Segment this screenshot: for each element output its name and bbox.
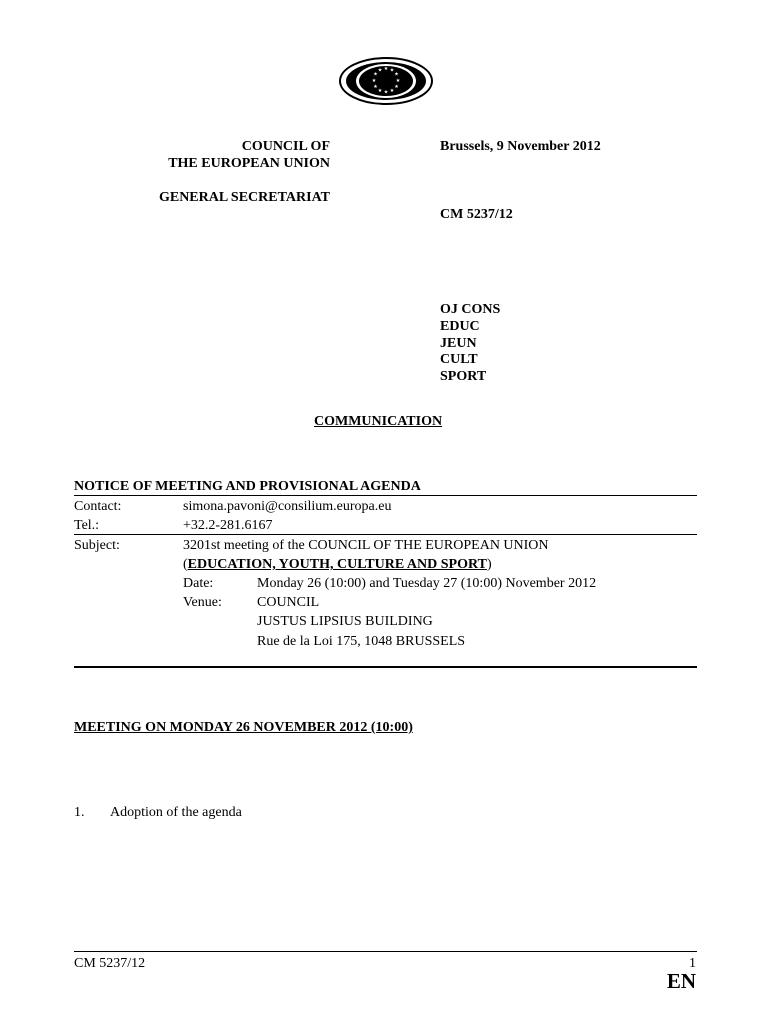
svg-text:★: ★ [383, 66, 389, 72]
council-emblem-logo [338, 56, 434, 106]
contact-label: Contact: [74, 499, 122, 514]
svg-text:★: ★ [377, 88, 383, 94]
date-value: Monday 26 (10:00) and Tuesday 27 (10:00) November 2012 [257, 576, 597, 591]
footer-divider [74, 951, 697, 952]
svg-text:★: ★ [389, 67, 395, 74]
footer-language: EN [666, 969, 696, 993]
agenda-item-number: 1. [74, 805, 85, 820]
date-label: Date: [183, 576, 214, 591]
org-name-line1: COUNCIL OF [241, 139, 330, 154]
org-name-line2: THE EUROPEAN UNION [168, 156, 330, 171]
subject-open-paren: ( [183, 557, 188, 572]
subject-line1: 3201st meeting of the COUNCIL OF THE EUROPEAN UNION [183, 538, 549, 553]
code-jeun: JEUN [440, 335, 477, 351]
venue-line3: Rue de la Loi 175, 1048 BRUSSELS [257, 634, 466, 649]
divider [74, 495, 697, 496]
svg-text:★: ★ [394, 84, 399, 90]
venue-line2: JUSTUS LIPSIUS BUILDING [257, 614, 433, 629]
footer-page-number: 1 [689, 956, 696, 971]
svg-text:★: ★ [371, 78, 377, 84]
divider [74, 666, 697, 668]
subject-configuration: EDUCATION, YOUTH, CULTURE AND SPORT [187, 557, 487, 572]
subject-line2 [183, 557, 492, 573]
svg-text:★: ★ [395, 78, 401, 84]
svg-text:★: ★ [383, 89, 389, 96]
venue-line1: COUNCIL [257, 595, 320, 610]
divider [74, 534, 697, 535]
document-title: COMMUNICATION [314, 414, 443, 429]
venue-label: Venue: [183, 595, 222, 610]
document-reference: CM 5237/12 [440, 207, 513, 222]
code-oj-cons: OJ CONS [440, 302, 501, 317]
agenda-item-text: Adoption of the agenda [110, 805, 242, 820]
notice-heading: NOTICE OF MEETING AND PROVISIONAL AGENDA [74, 479, 421, 494]
general-secretariat: GENERAL SECRETARIAT [158, 190, 330, 205]
meeting-heading: MEETING ON MONDAY 26 NOVEMBER 2012 (10:00) [74, 720, 413, 735]
code-educ: EDUC [440, 318, 480, 334]
document-codes [440, 302, 500, 386]
svg-text:★: ★ [373, 84, 378, 90]
contact-email: simona.pavoni@consilium.europa.eu [183, 499, 392, 514]
svg-text:★: ★ [389, 88, 395, 94]
tel-value: +32.2-281.6167 [183, 518, 273, 533]
subject-label: Subject: [74, 538, 120, 553]
code-cult: CULT [440, 352, 478, 368]
svg-text:★: ★ [373, 71, 378, 78]
svg-text:★: ★ [394, 71, 399, 78]
svg-text:★: ★ [377, 67, 383, 74]
code-sport: SPORT [440, 369, 487, 385]
footer-doc-reference: CM 5237/12 [74, 956, 146, 971]
subject-close-paren: ) [486, 557, 492, 572]
document-date: Brussels, 9 November 2012 [440, 139, 601, 154]
tel-label: Tel.: [74, 518, 100, 533]
